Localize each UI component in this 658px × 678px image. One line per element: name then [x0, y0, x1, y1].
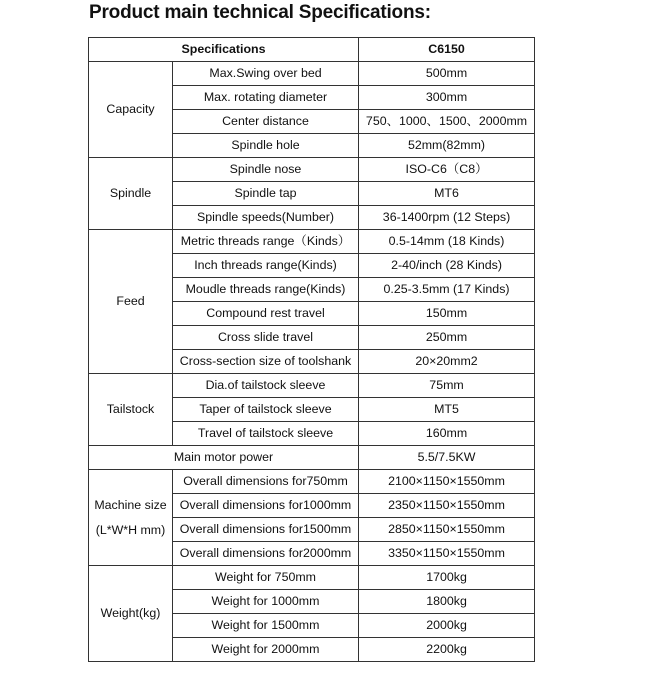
page-title: Product main technical Specifications:: [89, 2, 431, 23]
spec-value: 500mm: [359, 62, 535, 86]
spec-value: MT5: [359, 398, 535, 422]
group-label: Spindle: [89, 158, 173, 230]
table-row: [89, 470, 535, 494]
header-specifications: Specifications: [89, 38, 359, 62]
spec-table-body: [89, 62, 535, 662]
spec-label: Compound rest travel: [173, 302, 359, 326]
table-row: [89, 374, 535, 398]
spec-label: Inch threads range(Kinds): [173, 254, 359, 278]
group-label: Tailstock: [89, 374, 173, 446]
spec-label: Metric threads range（Kinds）: [173, 230, 359, 254]
table-row: [89, 230, 535, 254]
spec-value: 300mm: [359, 86, 535, 110]
spec-label: Spindle hole: [173, 134, 359, 158]
spec-value: 52mm(82mm): [359, 134, 535, 158]
spec-label: Overall dimensions for750mm: [173, 470, 359, 494]
spec-value: 160mm: [359, 422, 535, 446]
table-row: [89, 566, 535, 590]
spec-label: Cross-section size of toolshank: [173, 350, 359, 374]
spec-value: 2100×1150×1550mm: [359, 470, 535, 494]
spec-value: 0.5-14mm (18 Kinds): [359, 230, 535, 254]
spec-label: Weight for 1500mm: [173, 614, 359, 638]
spec-value: 250mm: [359, 326, 535, 350]
spec-label: Max. rotating diameter: [173, 86, 359, 110]
spec-value: 2350×1150×1550mm: [359, 494, 535, 518]
spec-value: 2850×1150×1550mm: [359, 518, 535, 542]
group-label: Machine size (L*W*H mm): [89, 470, 173, 566]
spec-value: MT6: [359, 182, 535, 206]
spec-value: 0.25-3.5mm (17 Kinds): [359, 278, 535, 302]
spec-value: 150mm: [359, 302, 535, 326]
group-label: Capacity: [89, 62, 173, 158]
header-model: C6150: [359, 38, 535, 62]
table-row: [89, 446, 535, 470]
spec-label: Overall dimensions for1500mm: [173, 518, 359, 542]
spec-label: Overall dimensions for2000mm: [173, 542, 359, 566]
table-row: [89, 62, 535, 86]
spec-value: 20×20mm2: [359, 350, 535, 374]
spec-label: Main motor power: [89, 446, 359, 470]
spec-value: 750、1000、1500、2000mm: [359, 110, 535, 134]
spec-label: Taper of tailstock sleeve: [173, 398, 359, 422]
spec-value: 75mm: [359, 374, 535, 398]
spec-label: Max.Swing over bed: [173, 62, 359, 86]
spec-label: Moudle threads range(Kinds): [173, 278, 359, 302]
group-label: Weight(kg): [89, 566, 173, 662]
table-header-row: [89, 38, 535, 62]
spec-label: Weight for 1000mm: [173, 590, 359, 614]
spec-value: 36-1400rpm (12 Steps): [359, 206, 535, 230]
spec-table: [88, 37, 535, 662]
spec-label: Weight for 2000mm: [173, 638, 359, 662]
spec-label: Cross slide travel: [173, 326, 359, 350]
spec-label: Weight for 750mm: [173, 566, 359, 590]
spec-label: Overall dimensions for1000mm: [173, 494, 359, 518]
group-label: Feed: [89, 230, 173, 374]
spec-label: Dia.of tailstock sleeve: [173, 374, 359, 398]
spec-value: 3350×1150×1550mm: [359, 542, 535, 566]
spec-value: 1700kg: [359, 566, 535, 590]
spec-value: 2000kg: [359, 614, 535, 638]
spec-value: 2-40/inch (28 Kinds): [359, 254, 535, 278]
spec-label: Spindle tap: [173, 182, 359, 206]
spec-value: 5.5/7.5KW: [359, 446, 535, 470]
spec-label: Travel of tailstock sleeve: [173, 422, 359, 446]
spec-value: ISO-C6（C8）: [359, 158, 535, 182]
spec-label: Center distance: [173, 110, 359, 134]
spec-value: 1800kg: [359, 590, 535, 614]
spec-label: Spindle speeds(Number): [173, 206, 359, 230]
table-row: [89, 158, 535, 182]
spec-value: 2200kg: [359, 638, 535, 662]
spec-label: Spindle nose: [173, 158, 359, 182]
